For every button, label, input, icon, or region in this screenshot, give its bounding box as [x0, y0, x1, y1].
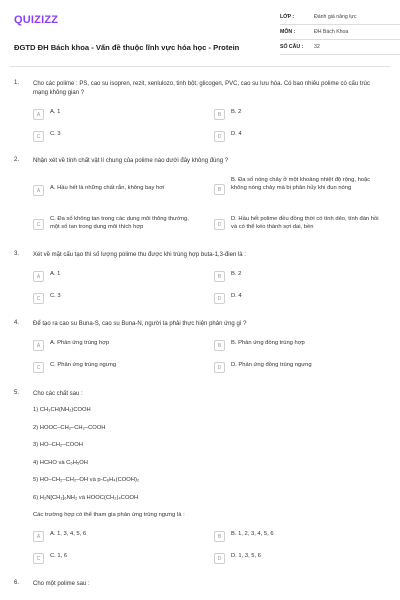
meta-row-subject	[280, 25, 400, 40]
option-b[interactable]	[214, 340, 384, 354]
option-a[interactable]	[33, 340, 198, 354]
option-text: D. 4	[231, 131, 242, 137]
option-letter: C	[33, 219, 44, 230]
option-c[interactable]	[33, 216, 198, 234]
compound-line: 3) HO–CH₂–COOH	[33, 442, 83, 448]
option-text: A. 1	[50, 271, 61, 277]
quizizz-logo: QUIZIZZ	[14, 14, 59, 26]
option-text: B. Đa số nóng chảy ở một khoảng nhiệt độ rộng, hoặc không nóng chảy mà bị phân hủy khi đun nóng	[231, 177, 371, 191]
option-text: B. 1, 2, 3, 4, 5, 6	[231, 531, 274, 537]
option-letter: D	[214, 293, 225, 304]
question-number: 2.	[14, 157, 20, 163]
option-d[interactable]	[214, 216, 384, 234]
option-d[interactable]	[214, 131, 384, 145]
option-letter: C	[33, 553, 44, 564]
option-letter: A	[33, 531, 44, 542]
option-d[interactable]	[214, 553, 384, 567]
meta-value: Đánh giá năng lực	[314, 14, 357, 20]
option-text: D. 1, 3, 5, 6	[231, 553, 261, 559]
option-text: B. 2	[231, 271, 242, 277]
option-text: A. Hầu hết là những chất rắn, không bay hơi	[50, 185, 165, 191]
page-title: ĐGTD ĐH Bách khoa - Vấn đề thuộc lĩnh vực hóa học - Protein	[14, 43, 240, 52]
option-a[interactable]	[33, 109, 183, 123]
option-b[interactable]	[214, 531, 384, 545]
option-c[interactable]	[33, 362, 198, 376]
option-letter: D	[214, 131, 225, 142]
question-text: Xét về mặt cấu tạo thì số lượng polime thu được khi trùng hợp buta-1,3-đien là :	[33, 252, 246, 258]
meta-table	[280, 10, 400, 55]
compound-line: 5) HO–CH₂–CH₂–OH và p-C₆H₄(COOH)₂	[33, 477, 140, 483]
header	[14, 10, 392, 62]
option-letter: A	[33, 185, 44, 196]
option-letter: B	[214, 271, 225, 282]
option-a[interactable]	[33, 271, 183, 285]
option-letter: C	[33, 293, 44, 304]
meta-row-count	[280, 40, 400, 55]
compound-line: 2) HOOC–CH₂–CH₂–COOH	[33, 425, 106, 431]
option-letter: A	[33, 109, 44, 120]
option-d[interactable]	[214, 362, 384, 376]
question-number: 1.	[14, 80, 20, 86]
option-text: D. 4	[231, 293, 242, 299]
question-number: 4.	[14, 320, 20, 326]
option-text: A. 1, 3, 4, 5, 6	[50, 531, 87, 537]
question-text: Cho một polime sau :	[33, 581, 90, 587]
compound-line: 4) HCHO và C₆H₅OH	[33, 460, 88, 466]
option-text: B. 2	[231, 109, 242, 115]
question-number: 6.	[14, 580, 20, 586]
option-letter: B	[214, 109, 225, 120]
option-letter: A	[33, 271, 44, 282]
option-text: C. Phản ứng trùng ngưng	[50, 362, 117, 368]
option-a[interactable]	[33, 531, 198, 545]
option-text: C. 3	[50, 131, 61, 137]
option-text: A. 1	[50, 109, 61, 115]
option-letter: D	[214, 219, 225, 230]
option-c[interactable]	[33, 553, 198, 567]
meta-key: MÔN :	[280, 29, 296, 35]
option-b[interactable]	[214, 177, 384, 203]
option-text: C. 1, 6	[50, 553, 68, 559]
option-letter: B	[214, 184, 225, 195]
compound-line: 6) H₂N[CH₂]₆NH₂ và HOOC(CH₂)₄COOH	[33, 495, 139, 501]
question-text: Cho các polime : PS, cao su isopren, rezit, xenlulozo, tinh bột, glicogen, PVC, cao su lưu hóa. Có bao nhiêu polime có cấu trúc mạng không gian ?	[33, 81, 370, 96]
question-text: Cho các chất sau :	[33, 391, 83, 397]
meta-value: ĐH Bách Khoa	[314, 29, 349, 35]
instruction-line: Các trường hợp có thể tham gia phản ứng trùng ngưng là :	[33, 512, 185, 518]
meta-key: LỚP :	[280, 14, 295, 20]
option-a[interactable]	[33, 185, 198, 199]
meta-row-class	[280, 10, 400, 25]
option-letter: B	[214, 531, 225, 542]
header-divider	[10, 66, 390, 67]
option-b[interactable]	[214, 271, 384, 285]
option-letter: D	[214, 362, 225, 373]
option-c[interactable]	[33, 131, 183, 145]
question-number: 5.	[14, 390, 20, 396]
option-text: C. Đa số không tan trong các dung môi thông thường, một số tan trong dung môi thích hợp	[50, 216, 189, 230]
question-text: Nhận xét về tính chất vật lí chung của polime nào dưới đây không đúng ?	[33, 158, 229, 164]
meta-value: 32	[314, 44, 320, 50]
option-letter: A	[33, 340, 44, 351]
option-text: C. 3	[50, 293, 61, 299]
option-letter: B	[214, 340, 225, 351]
option-text: A. Phản ứng trùng hợp	[50, 340, 110, 346]
option-c[interactable]	[33, 293, 183, 307]
option-text: B. Phản ứng đồng trùng hợp	[231, 340, 305, 346]
question-number: 3.	[14, 251, 20, 257]
question-text: Để tạo ra cao su Buna-S, cao su Buna-N, người ta phải thực hiện phản ứng gì ?	[33, 321, 247, 327]
option-letter: C	[33, 131, 44, 142]
compound-line: 1) CH₃CH(NH₂)COOH	[33, 407, 91, 413]
option-d[interactable]	[214, 293, 384, 307]
option-text: D. Phản ứng đồng trùng ngưng	[231, 362, 312, 368]
option-letter: D	[214, 553, 225, 564]
option-letter: C	[33, 362, 44, 373]
meta-key: SỐ CÂU :	[280, 44, 304, 50]
option-text: D. Hầu hết polime đều đồng thời có tính dẻo, tính đàn hồi và có thể kéo thành sợi dai, bền	[231, 216, 379, 230]
option-b[interactable]	[214, 109, 384, 123]
